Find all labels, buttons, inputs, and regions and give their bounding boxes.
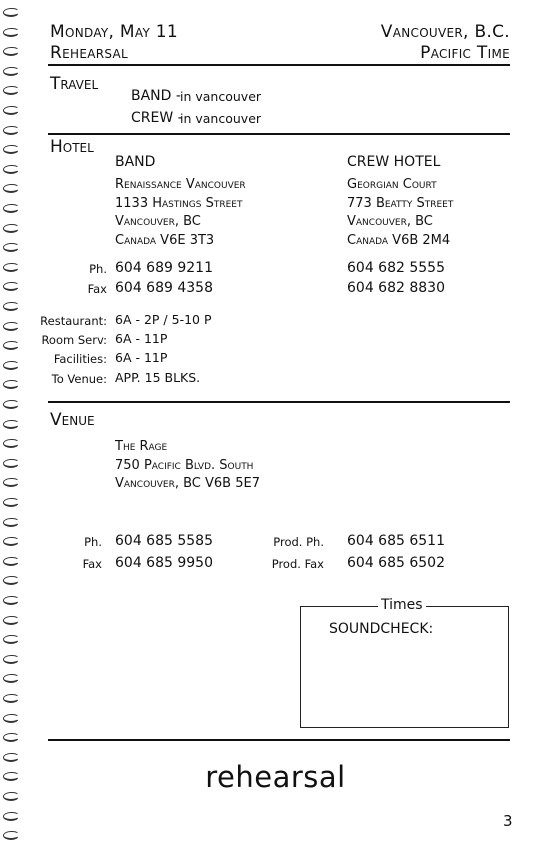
binding-ring [3, 616, 19, 625]
binding-ring [3, 28, 19, 37]
binding-ring [3, 47, 19, 56]
binding-ring [3, 243, 19, 252]
hotel-crew-address [347, 176, 453, 250]
venue-phone: 604 685 5585 [115, 533, 213, 549]
restaurant-label: Restaurant: [40, 314, 107, 328]
venue-heading: Venue [50, 410, 95, 430]
binding-ring [3, 694, 19, 703]
hotel-rule [48, 401, 510, 403]
facilities-label: Facilities: [53, 352, 107, 366]
binding-ring [3, 420, 19, 429]
binding-ring [3, 106, 19, 115]
page-number: 3 [503, 812, 513, 830]
travel-crew-value: in vancouver [180, 111, 262, 126]
address-line: The Rage [115, 439, 168, 454]
binding-ring [3, 8, 19, 17]
restaurant-hours: 6A - 2P / 5-10 P [115, 312, 212, 327]
binding-ring [3, 576, 19, 585]
address-line: Canada V6E 3T3 [115, 232, 215, 248]
travel-band-label: BAND - [131, 88, 181, 104]
times-heading: Times [378, 597, 426, 613]
binding-ring [3, 498, 19, 507]
hotel-band-address [115, 176, 246, 250]
soundcheck-label: SOUNDCHECK: [329, 621, 434, 637]
prod-fax: 604 685 6502 [347, 555, 445, 571]
address-line: Vancouver, BC [347, 214, 433, 229]
address-line: Georgian Court [347, 177, 437, 192]
hotel-crew-phone: 604 682 5555 [347, 260, 445, 276]
binding-ring [3, 518, 19, 527]
facilities-hours: 6A - 11P [115, 350, 168, 365]
travel-crew-label: CREW - [131, 110, 183, 126]
binding-ring [3, 282, 19, 291]
binding-ring [3, 596, 19, 605]
binding-ring [3, 380, 19, 389]
address-line: Canada V6B 2M4 [347, 232, 451, 248]
travel-rule [48, 133, 510, 135]
prod-phone-label: Prod. Ph. [273, 535, 324, 549]
binding-ring [3, 145, 19, 154]
prod-phone: 604 685 6511 [347, 533, 445, 549]
header-city: Vancouver, B.C. [380, 22, 510, 42]
binding-ring [3, 184, 19, 193]
binding-ring [3, 126, 19, 135]
binding-ring [3, 459, 19, 468]
address-line: 750 Pacific Blvd. South [115, 457, 254, 473]
header-timezone: Pacific Time [420, 43, 510, 63]
to-venue-distance: APP. 15 BLKS. [115, 370, 201, 385]
to-venue-label: To Venue: [51, 372, 107, 386]
binding-ring [3, 635, 19, 644]
travel-band-value: in vancouver [180, 89, 262, 104]
hotel-band-heading: BAND [115, 154, 156, 170]
venue-phone-label: Ph. [84, 535, 102, 549]
binding-ring [3, 86, 19, 95]
binding-ring [3, 204, 19, 213]
address-line: 1133 Hastings Street [115, 195, 243, 211]
address-line: Renaissance Vancouver [115, 177, 246, 192]
venue-fax: 604 685 9950 [115, 555, 213, 571]
binding-ring [3, 831, 19, 840]
room-service-hours: 6A - 11P [115, 331, 168, 346]
binding-ring [3, 67, 19, 76]
travel-heading: Travel [50, 74, 99, 94]
venue-fax-label: Fax [82, 557, 102, 571]
binding-ring [3, 263, 19, 272]
header-day-type: Rehearsal [50, 43, 128, 63]
header-rule [48, 64, 510, 66]
binding-ring [3, 361, 19, 370]
binding-ring [3, 537, 19, 546]
spiral-binding [0, 0, 26, 854]
binding-ring [3, 655, 19, 664]
footer-rule [48, 739, 510, 741]
binding-ring [3, 400, 19, 409]
binding-ring [3, 557, 19, 566]
hotel-fax-label: Fax [87, 282, 107, 296]
binding-ring [3, 322, 19, 331]
binding-ring [3, 733, 19, 742]
header-date: Monday, May 11 [50, 22, 179, 42]
hotel-band-phone: 604 689 9211 [115, 260, 213, 276]
day-note: rehearsal [205, 760, 346, 794]
binding-ring [3, 341, 19, 350]
binding-ring [3, 224, 19, 233]
binding-ring [3, 439, 19, 448]
address-line: Vancouver, BC V6B 5E7 [115, 476, 260, 491]
room-service-label: Room Serv: [41, 333, 107, 347]
binding-ring [3, 812, 19, 821]
prod-fax-label: Prod. Fax [271, 557, 324, 571]
hotel-crew-heading: CREW HOTEL [347, 154, 441, 170]
hotel-phone-label: Ph. [89, 262, 107, 276]
binding-ring [3, 714, 19, 723]
hotel-heading: Hotel [50, 137, 94, 157]
address-line: 773 Beatty Street [347, 195, 454, 211]
venue-address [115, 438, 260, 494]
binding-ring [3, 674, 19, 683]
hotel-band-fax: 604 689 4358 [115, 280, 213, 296]
binding-ring [3, 165, 19, 174]
binding-ring [3, 302, 19, 311]
binding-ring [3, 478, 19, 487]
address-line: Vancouver, BC [115, 214, 201, 229]
hotel-crew-fax: 604 682 8830 [347, 280, 445, 296]
